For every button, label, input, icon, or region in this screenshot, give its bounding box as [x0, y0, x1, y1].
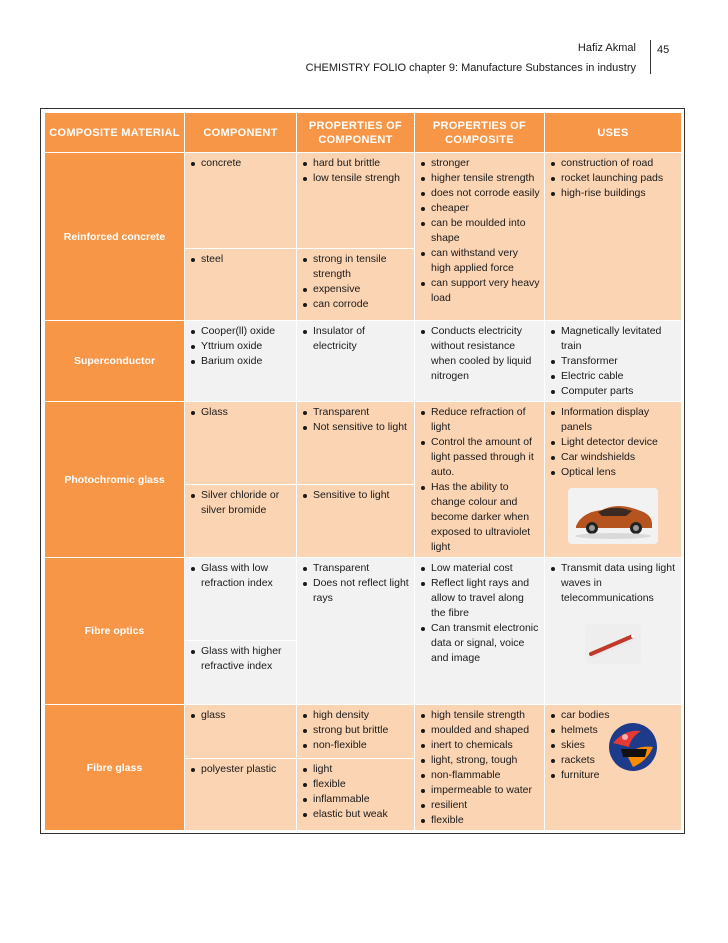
- composite-properties-cell: [415, 153, 545, 321]
- component-cell: [185, 321, 297, 402]
- list-item: Has the ability to change colour and become darker when exposed to ultraviolet light: [419, 480, 540, 555]
- list-item: Car windshields: [549, 450, 677, 465]
- list-item: can withstand very high applied force: [419, 246, 540, 276]
- list-item: car bodies: [549, 708, 677, 723]
- table-row: [45, 402, 682, 485]
- list-item: Can transmit electronic data or signal, voice and image: [419, 621, 540, 666]
- component-cell: [185, 641, 297, 705]
- component-properties-cell: [297, 249, 415, 321]
- table-row: [45, 558, 682, 641]
- list-item: can support very heavy load: [419, 276, 540, 306]
- uses-cell: [545, 321, 682, 402]
- document-title: CHEMISTRY FOLIO chapter 9: Manufacture Substances in industry: [305, 62, 636, 74]
- list-item: flexible: [301, 777, 410, 792]
- list-item: Control the amount of light passed through it auto.: [419, 435, 540, 480]
- composite-properties-cell: [415, 558, 545, 705]
- list-item: high-rise buildings: [549, 186, 677, 201]
- header-uses: USES: [545, 113, 682, 153]
- list-item: Insulator of electricity: [301, 324, 410, 354]
- list-item: Low material cost: [419, 561, 540, 576]
- material-cell: Superconductor: [45, 321, 185, 402]
- list-item: Sensitive to light: [301, 488, 410, 503]
- list-item: light, strong, tough: [419, 753, 540, 768]
- list-item: Transmit data using light waves in telecommunications: [549, 561, 677, 606]
- list-item: light: [301, 762, 410, 777]
- component-properties-cell: [297, 402, 415, 485]
- helmet-photo: [607, 721, 659, 773]
- list-item: Cooper(ll) oxide: [189, 324, 292, 339]
- uses-cell: [545, 153, 682, 321]
- list-item: high density: [301, 708, 410, 723]
- list-item: Reduce refraction of light: [419, 405, 540, 435]
- component-cell: [185, 705, 297, 759]
- list-item: strong in tensile strength: [301, 252, 410, 282]
- list-item: impermeable to water: [419, 783, 540, 798]
- list-item: polyester plastic: [189, 762, 292, 777]
- component-properties-cell: [297, 153, 415, 249]
- composite-properties-cell: [415, 321, 545, 402]
- table-row: [45, 321, 682, 402]
- list-item: inflammable: [301, 792, 410, 807]
- list-item: hard but brittle: [301, 156, 410, 171]
- material-cell: Photochromic glass: [45, 402, 185, 558]
- material-cell: Fibre glass: [45, 705, 185, 831]
- list-item: Does not reflect light rays: [301, 576, 410, 606]
- list-item: flexible: [419, 813, 540, 828]
- list-item: can corrode: [301, 297, 410, 312]
- list-item: Not sensitive to light: [301, 420, 410, 435]
- list-item: helmets: [549, 723, 677, 738]
- component-properties-cell: [297, 758, 415, 830]
- component-cell: [185, 484, 297, 557]
- list-item: construction of road: [549, 156, 677, 171]
- list-item: elastic but weak: [301, 807, 410, 822]
- table-row: [45, 153, 682, 249]
- uses-cell: [545, 558, 682, 705]
- list-item: moulded and shaped: [419, 723, 540, 738]
- list-item: concrete: [189, 156, 292, 171]
- component-cell: [185, 249, 297, 321]
- list-item: Yttrium oxide: [189, 339, 292, 354]
- list-item: expensive: [301, 282, 410, 297]
- component-cell: [185, 402, 297, 485]
- header-composite-material: COMPOSITE MATERIAL: [45, 113, 185, 153]
- uses-cell: [545, 705, 682, 831]
- list-item: Information display panels: [549, 405, 677, 435]
- list-item: resilient: [419, 798, 540, 813]
- list-item: higher tensile strength: [419, 171, 540, 186]
- author-name: Hafiz Akmal: [577, 42, 636, 54]
- list-item: strong but brittle: [301, 723, 410, 738]
- list-item: skies: [549, 738, 677, 753]
- list-item: non-flammable: [419, 768, 540, 783]
- list-item: furniture: [549, 768, 677, 783]
- table-row: [45, 705, 682, 759]
- list-item: Silver chloride or silver bromide: [189, 488, 292, 518]
- page-header: [306, 38, 648, 78]
- list-item: Computer parts: [549, 384, 677, 399]
- list-item: Glass: [189, 405, 292, 420]
- component-properties-cell: [297, 705, 415, 759]
- composite-properties-cell: [415, 705, 545, 831]
- component-properties-cell: [297, 558, 415, 705]
- list-item: can be moulded into shape: [419, 216, 540, 246]
- list-item: Magnetically levitated train: [549, 324, 677, 354]
- list-item: Transparent: [301, 561, 410, 576]
- composite-table-frame: [40, 108, 685, 834]
- list-item: cheaper: [419, 201, 540, 216]
- list-item: Optical lens: [549, 465, 677, 480]
- list-item: Glass with higher refractive index: [189, 644, 292, 674]
- material-cell: Fibre optics: [45, 558, 185, 705]
- fibre-optic-cable-photo: [585, 624, 641, 664]
- list-item: low tensile strengh: [301, 171, 410, 186]
- uses-cell: [545, 402, 682, 558]
- composite-materials-table: [44, 112, 682, 831]
- list-item: rocket launching pads: [549, 171, 677, 186]
- list-item: Electric cable: [549, 369, 677, 384]
- component-properties-cell: [297, 321, 415, 402]
- list-item: Barium oxide: [189, 354, 292, 369]
- list-item: rackets: [549, 753, 677, 768]
- list-item: Glass with low refraction index: [189, 561, 292, 591]
- composite-properties-cell: [415, 402, 545, 558]
- component-cell: [185, 153, 297, 249]
- list-item: Transformer: [549, 354, 677, 369]
- material-cell: Reinforced concrete: [45, 153, 185, 321]
- header-properties-of-composite: PROPERTIES OF COMPOSITE: [415, 113, 545, 153]
- list-item: Reflect light rays and allow to travel along the fibre: [419, 576, 540, 621]
- header-component: COMPONENT: [185, 113, 297, 153]
- header-properties-of-component: PROPERTIES OF COMPONENT: [297, 113, 415, 153]
- list-item: high tensile strength: [419, 708, 540, 723]
- list-item: non-flexible: [301, 738, 410, 753]
- page-number: 45: [650, 40, 669, 74]
- list-item: steel: [189, 252, 292, 267]
- list-item: does not corrode easily: [419, 186, 540, 201]
- list-item: stronger: [419, 156, 540, 171]
- component-cell: [185, 758, 297, 830]
- list-item: Conducts electricity without resistance when cooled by liquid nitrogen: [419, 324, 540, 384]
- component-properties-cell: [297, 484, 415, 557]
- list-item: glass: [189, 708, 292, 723]
- list-item: Light detector device: [549, 435, 677, 450]
- component-cell: [185, 558, 297, 641]
- car-photo: [568, 488, 658, 544]
- list-item: inert to chemicals: [419, 738, 540, 753]
- list-item: Transparent: [301, 405, 410, 420]
